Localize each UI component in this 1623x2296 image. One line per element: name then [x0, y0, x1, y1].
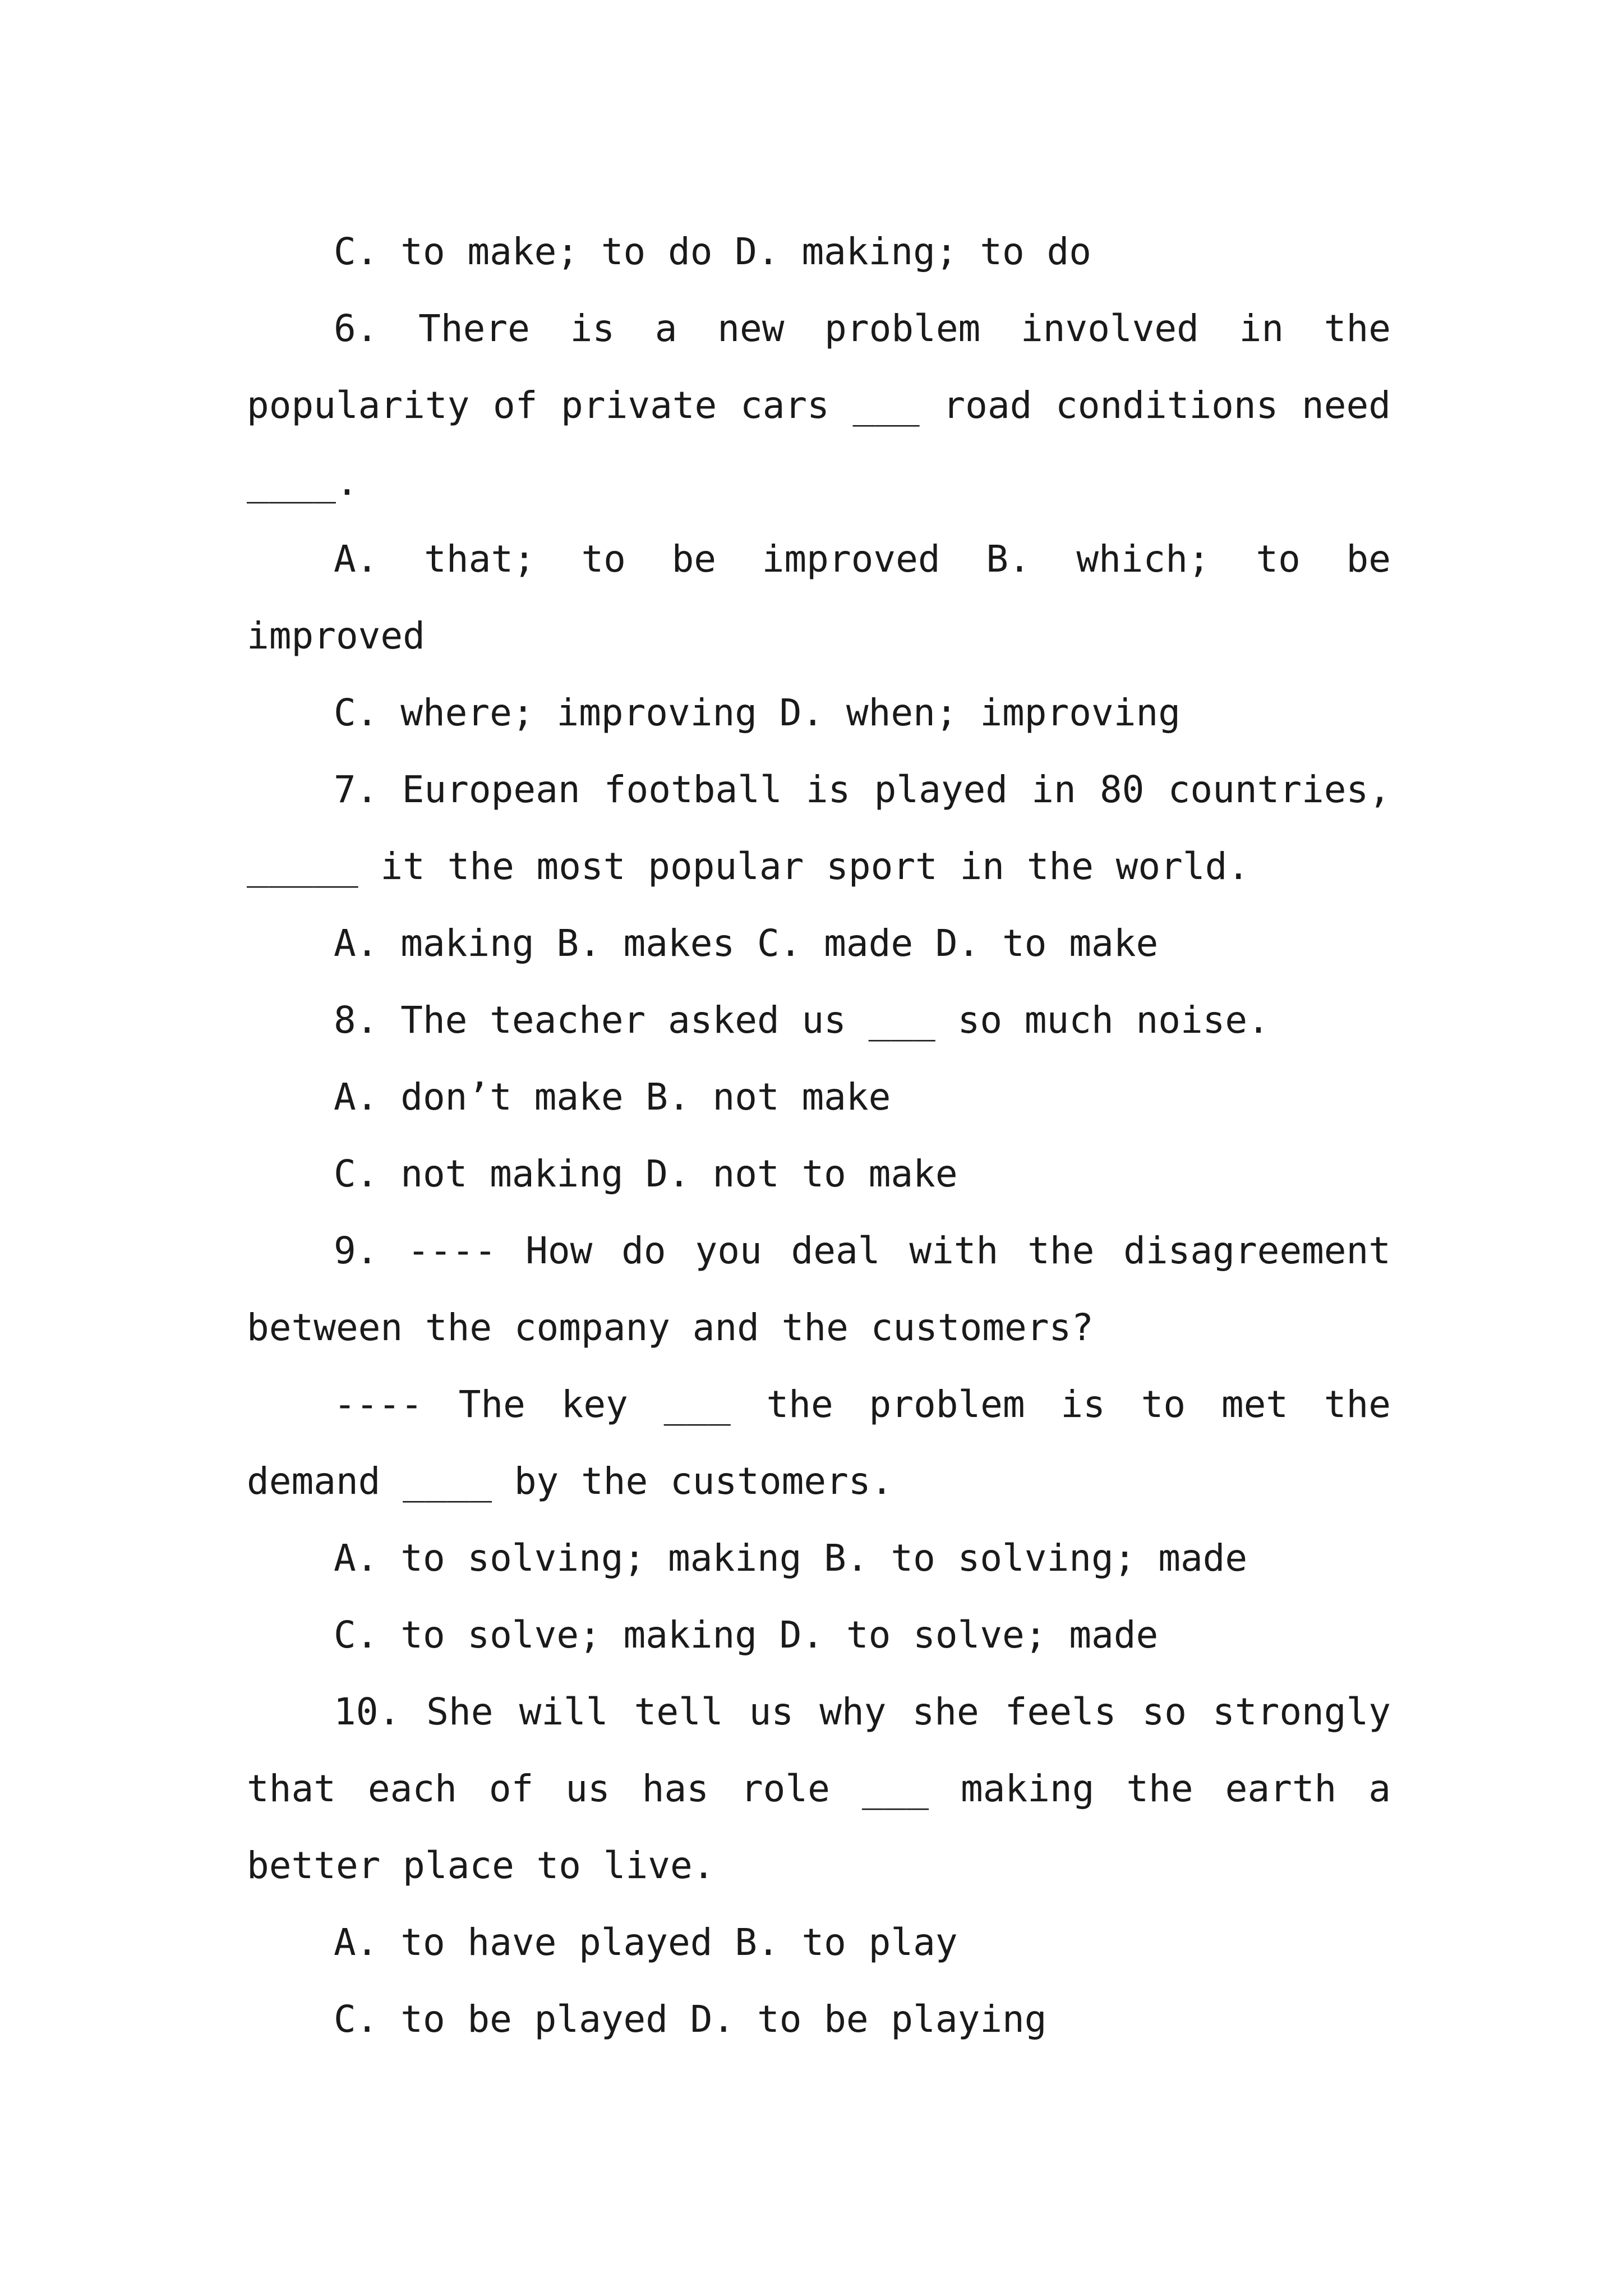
question-6: 6. There is a new problem involved in the: [334, 307, 1391, 350]
question-text: between the company and the customers?: [247, 1306, 1094, 1349]
option-line: C. to be played D. to be playing: [334, 1998, 1047, 2041]
question-text: ---- The key ___ the problem is to met the: [334, 1383, 1391, 1426]
option-line: C. where; improving D. when; improving: [334, 691, 1181, 734]
option-line: A. that; to be improved B. which; to be: [334, 537, 1391, 581]
option-line: improved: [247, 614, 425, 657]
option-line: C. to solve; making D. to solve; made: [334, 1613, 1159, 1657]
option-line: A. don’t make B. not make: [334, 1075, 891, 1119]
question-7: 7. European football is played in 80 countries,: [334, 768, 1391, 811]
option-line: C. to make; to do D. making; to do: [334, 230, 1092, 273]
option-line: A. making B. makes C. made D. to make: [334, 922, 1159, 965]
question-text: ____.: [247, 461, 358, 504]
option-line: A. to solving; making B. to solving; made: [334, 1536, 1248, 1580]
question-9: 9. ---- How do you deal with the disagreement: [334, 1229, 1391, 1272]
question-8: 8. The teacher asked us ___ so much noise.: [334, 999, 1270, 1042]
option-line: A. to have played B. to play: [334, 1921, 958, 1964]
question-text: popularity of private cars ___ road conditions need: [247, 384, 1391, 427]
question-text: _____ it the most popular sport in the world.: [247, 845, 1250, 888]
document-page: [247, 213, 1391, 2058]
question-text: demand ____ by the customers.: [247, 1460, 893, 1503]
question-text: better place to live.: [247, 1844, 715, 1887]
question-text: that each of us has role ___ making the earth a: [247, 1767, 1391, 1810]
option-line: C. not making D. not to make: [334, 1152, 958, 1195]
question-10: 10. She will tell us why she feels so strongly: [334, 1690, 1391, 1733]
